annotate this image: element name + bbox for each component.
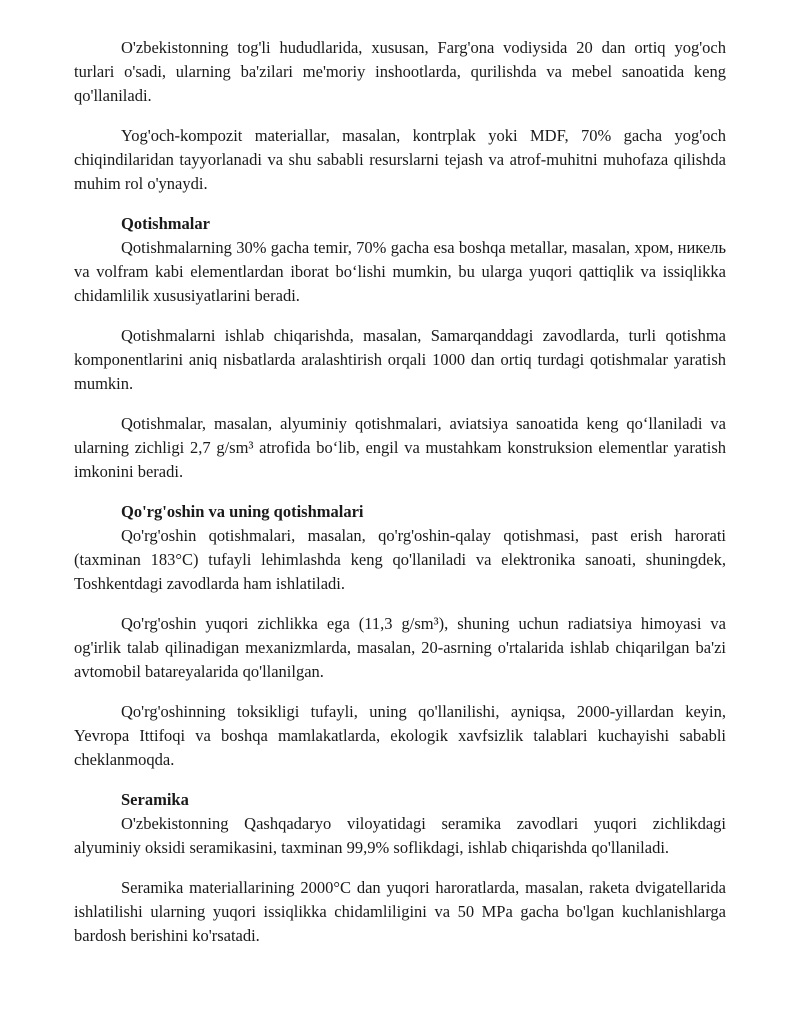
paragraph: Seramika materiallarining 2000°C dan yuqori haroratlarda, masalan, raketa dvigatellarida ishlatilishi ularning yuqori issiqlikka chidamliligini va 50 MPa gacha bo'lgan kuchlanishlarga bardosh berishini ko'rsatadi. <box>74 878 726 945</box>
paragraph: Qotishmalar, masalan, alyuminiy qotishmalari, aviatsiya sanoatida keng qo‘llaniladi va ularning zichligi 2,7 g/sm³ atrofida bo‘lib, engil va mustahkam konstruksion elementlar yaratish imkonini beradi. <box>74 414 726 481</box>
section-ceramics <box>74 788 726 948</box>
paragraph: O'zbekistonning Qashqadaryo viloyatidagi seramika zavodlari yuqori zichlikdagi alyuminiy oksidi seramikasini, taxminan 99,9% soflikdagi, ishlab chiqarishda qo'llaniladi. <box>74 814 726 857</box>
paragraph: Yog'och-kompozit materiallar, masalan, kontrplak yoki MDF, 70% gacha yog'och chiqindilaridan tayyorlanadi va shu sababli resurslarni tejash va atrof-muhitni muhofaza qilishda muhim rol o'ynaydi. <box>74 126 726 193</box>
paragraph: Qotishmalarni ishlab chiqarishda, masalan, Samarqanddagi zavodlarda, turli qotishma komponentlarini aniq nisbatlarda aralashtirish orqali 1000 dan ortiq turdagi qotishmalar yaratish mumkin. <box>74 326 726 393</box>
paragraph: O'zbekistonning tog'li hududlarida, xususan, Farg'ona vodiysida 20 dan ortiq yog'och turlari o'sadi, ularning ba'zilari me'moriy inshootlarda, qurilishda va mebel sanoatida keng qo'llaniladi. <box>74 38 726 105</box>
paragraph: Qo'rg'oshin yuqori zichlikka ega (11,3 g/sm³), shuning uchun radiatsiya himoyasi va og'irlik talab qilinadigan mexanizmlarda, masalan, 20-asrning o'rtalarida ishlab chiqarilgan ba'zi avtomobil batareyalarida qo'llanilgan. <box>74 614 726 681</box>
section-lead <box>74 500 726 772</box>
section-heading: Qo'rg'oshin va uning qotishmalari <box>121 502 364 521</box>
section-heading: Qotishmalar <box>121 214 210 233</box>
paragraph: Qo'rg'oshin qotishmalari, masalan, qo'rg'oshin-qalay qotishmasi, past erish harorati (taxminan 183°C) tufayli lehimlashda keng qo'llaniladi va elektronika sanoati, shuningdek, Toshkentdagi zavodlarda ham ishlatiladi. <box>74 526 726 593</box>
paragraph: Qo'rg'oshinning toksikligi tufayli, uning qo'llanilishi, ayniqsa, 2000-yillardan keyin, Yevropa Ittifoqi va boshqa mamlakatlarda, ekologik xavfsizlik talablari kuchayishi sababli cheklanmoqda. <box>74 702 726 769</box>
section-alloys <box>74 212 726 484</box>
paragraph: Qotishmalarning 30% gacha temir, 70% gacha esa boshqa metallar, masalan, хром, никель va volfram kabi elementlardan iborat bo‘lishi mumkin, bu ularga yuqori qattiqlik va issiqlikka chidamlilik xususiyatlarini beradi. <box>74 238 726 305</box>
section-heading: Seramika <box>121 790 189 809</box>
